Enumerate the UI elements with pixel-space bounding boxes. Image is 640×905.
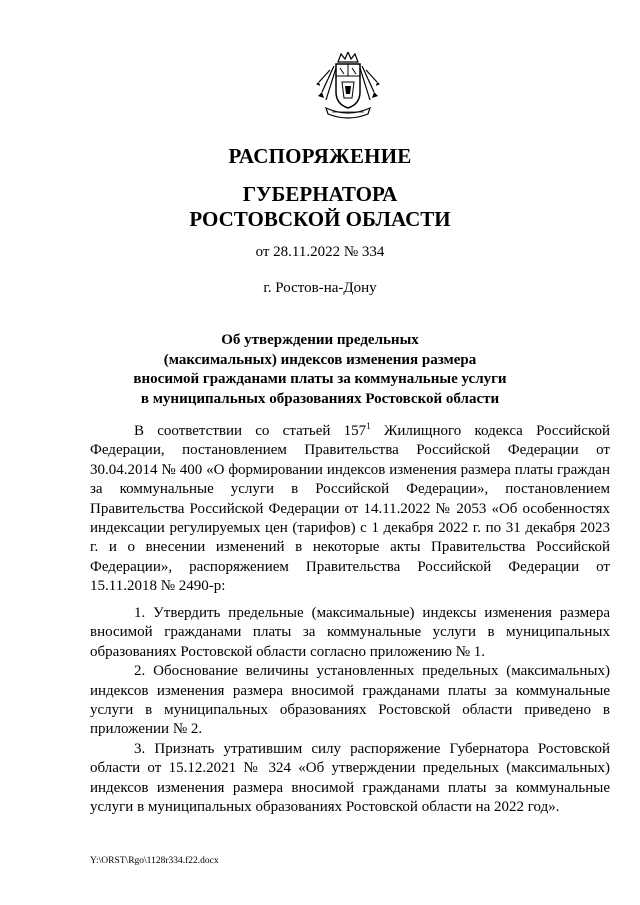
subject-heading [0,331,640,409]
article-superscript: 1 [366,421,371,431]
preamble-part-2: Жилищного кодекса Российской Федерации, постановлением Правительства Российской Федерации от 30.04.2014 № 400 «О формировании индексов изменения размера платы граждан за коммунальные услуги в Российской Федерации», постановлением Правительства Российской Федерации от 14.11.2022 № 2053 «Об особенностях индексации регулируемых цен (тарифов) с 1 декабря 2022 г. по 31 декабря 2023 г. и о внесении изменений в некоторые акты Правительства Российской Федерации», распоряжением Правительства Российской Федерации от 15.11.2018 № 2490-р: [90,423,610,595]
subject-line: в муниципальных образованиях Ростовской области [140,390,500,407]
operative-items [90,604,610,817]
operative-item-3: 3. Признать утратившим силу распоряжение Губернатора Ростовской области от 15.12.2021 № 324 «Об утверждении предельных (максимальных) индексов изменения размера вносимой гражданами платы за коммунальные услуги в муниципальных образованиях Ростовской области на 2022 год». [90,740,610,816]
issuer-line-2: РОСТОВСКОЙ ОБЛАСТИ [189,207,451,231]
document-type-title: РАСПОРЯЖЕНИЕ [228,144,412,168]
subject-line: вносимой гражданами платы за коммунальные услуги [133,371,507,387]
coat-of-arms-icon [316,52,380,124]
issuer-title [0,182,640,232]
subject-line: (максимальных) индексов изменения размера [163,351,477,368]
operative-item-1: 1. Утвердить предельные (максимальные) индексы изменения размера вносимой гражданами платы за коммунальные услуги в муниципальных образованиях Ростовской области согласно приложению № 1. [90,605,610,660]
issuer-line-1: ГУБЕРНАТОРА [242,182,398,206]
preamble-paragraph [90,422,610,597]
operative-item-2: 2. Обоснование величины установленных предельных (максимальных) индексов изменения размера вносимой гражданами платы за коммунальные услуги в муниципальных образованиях Ростовской области приведено в приложении № 2. [90,663,610,738]
file-path-footer: Y:\ORST\Rgo\1128r334.f22.docx [90,856,219,866]
city: г. Ростов-на-Дону [263,280,377,296]
date-number: от 28.11.2022 № 334 [255,244,385,260]
preamble-part-1: В соответствии со статьей 157 [134,423,367,439]
subject-line: Об утверждении предельных [221,332,419,348]
